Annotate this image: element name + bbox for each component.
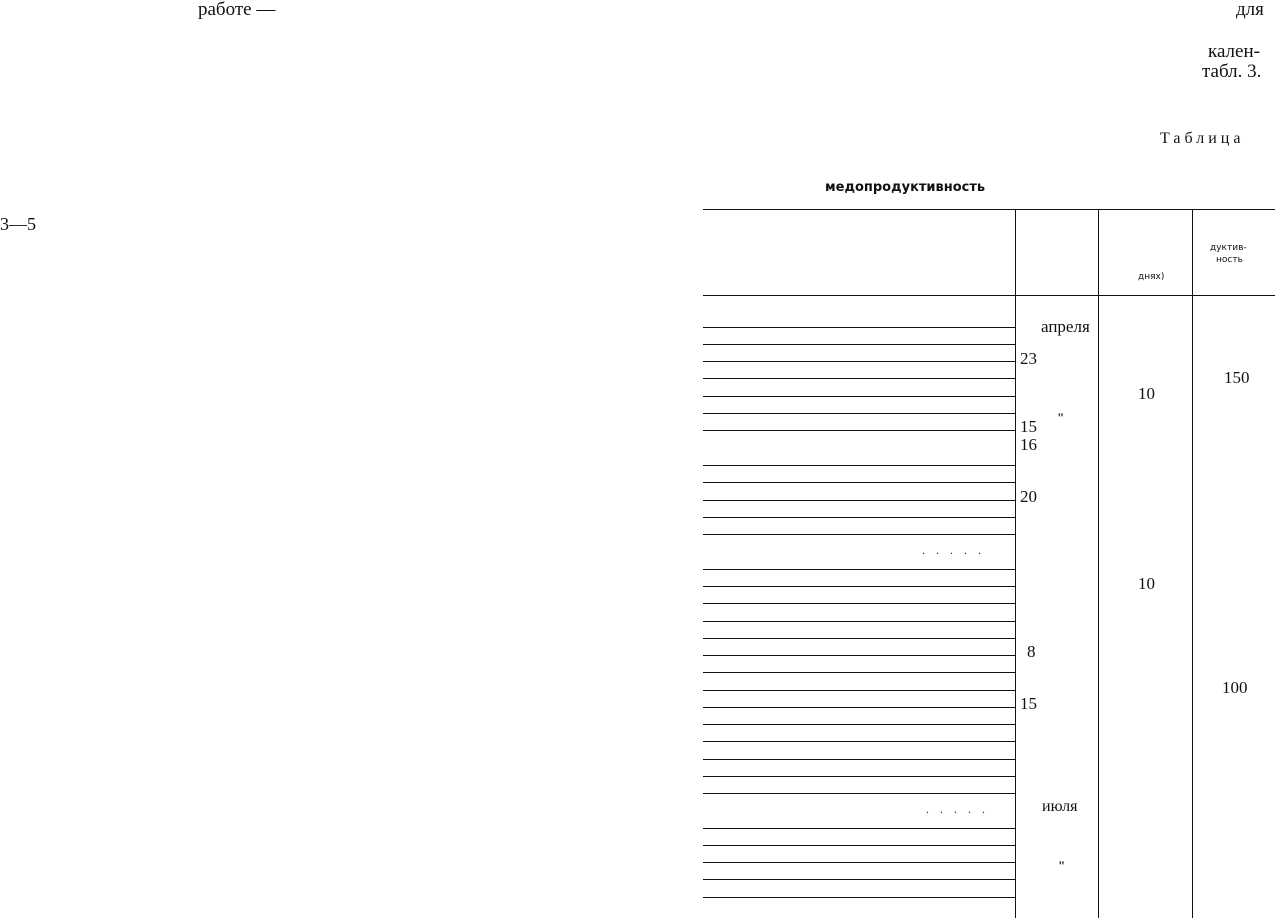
row-line xyxy=(703,569,1015,570)
row-line xyxy=(703,361,1015,362)
duration-cell: 10 xyxy=(1138,384,1155,403)
row-line xyxy=(703,724,1015,725)
table-caption: Таблица xyxy=(1160,130,1245,147)
row-line xyxy=(703,482,1015,483)
row-line xyxy=(703,776,1015,777)
ditto-mark: " xyxy=(1057,410,1065,425)
row-line xyxy=(703,603,1015,604)
date-cell: 8 xyxy=(1027,642,1036,661)
row-line xyxy=(703,534,1015,535)
row-line xyxy=(703,897,1015,898)
table-top-rule xyxy=(703,209,1275,210)
row-line xyxy=(703,707,1015,708)
productivity-cell: 150 xyxy=(1224,368,1250,387)
row-line xyxy=(703,517,1015,518)
column-divider-days xyxy=(1098,209,1099,918)
date-cell: 15 xyxy=(1020,417,1037,436)
row-line xyxy=(703,378,1015,379)
table-title: медопродуктивность xyxy=(825,180,986,195)
column-divider-dates xyxy=(1015,209,1016,918)
text-fragment-kalen: кален- xyxy=(1208,41,1260,62)
row-line xyxy=(703,396,1015,397)
row-line xyxy=(703,430,1015,431)
row-line xyxy=(703,793,1015,794)
date-cell: 15 xyxy=(1020,694,1037,713)
dot-leader: . . . . . xyxy=(922,543,985,557)
row-line xyxy=(703,465,1015,466)
row-line xyxy=(703,413,1015,414)
row-line xyxy=(703,862,1015,863)
date-cell: 20 xyxy=(1020,487,1037,506)
row-line xyxy=(703,690,1015,691)
column-divider-productivity xyxy=(1192,209,1193,918)
row-line xyxy=(703,586,1015,587)
header-productivity-line2: ность xyxy=(1216,255,1243,265)
text-fragment-tabl: табл. 3. xyxy=(1202,61,1262,82)
row-line xyxy=(703,879,1015,880)
row-line xyxy=(703,845,1015,846)
text-fragment-rabote: работе — xyxy=(198,0,276,20)
row-line xyxy=(703,621,1015,622)
row-line xyxy=(703,759,1015,760)
date-cell: 16 xyxy=(1020,435,1037,454)
text-fragment-range: 3—5 xyxy=(0,214,36,234)
row-line xyxy=(703,741,1015,742)
duration-cell: 10 xyxy=(1138,574,1155,593)
row-line xyxy=(703,638,1015,639)
row-line xyxy=(703,344,1015,345)
ditto-mark: " xyxy=(1058,858,1066,873)
dot-leader: . . . . . xyxy=(926,802,989,816)
text-fragment-dlya: для xyxy=(1236,0,1264,20)
date-cell: 23 xyxy=(1020,349,1037,368)
header-days: днях) xyxy=(1138,272,1165,282)
date-cell: апреля xyxy=(1041,317,1090,336)
row-line xyxy=(703,327,1015,328)
productivity-cell: 100 xyxy=(1222,678,1248,697)
table-header-rule xyxy=(703,295,1275,296)
row-line xyxy=(703,672,1015,673)
date-cell: июля xyxy=(1042,798,1078,815)
header-productivity-line1: дуктив- xyxy=(1210,243,1247,253)
row-line xyxy=(703,500,1015,501)
row-line xyxy=(703,828,1015,829)
row-line xyxy=(703,655,1015,656)
